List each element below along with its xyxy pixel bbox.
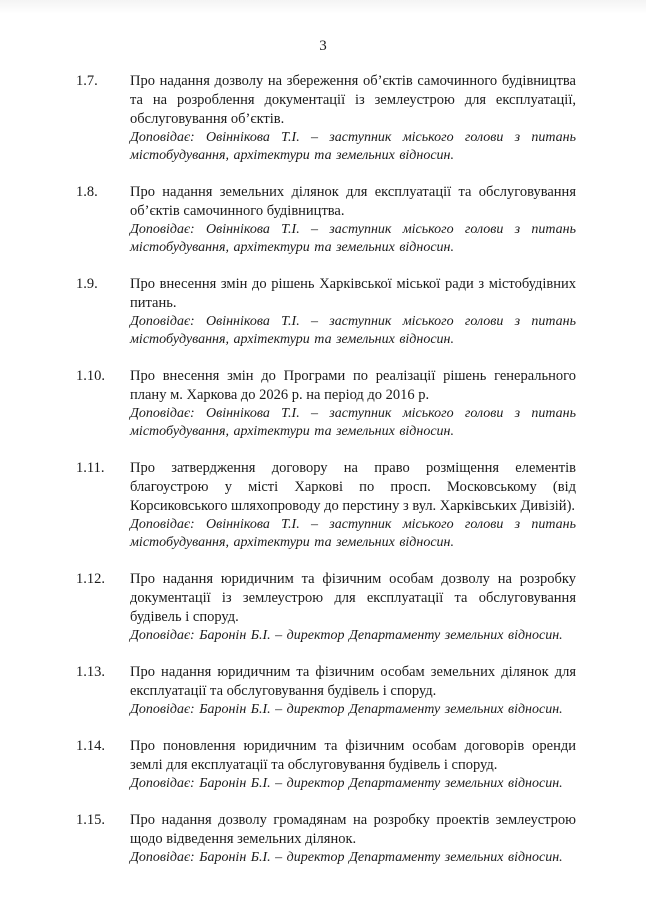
- agenda-list: [0, 72, 646, 885]
- item-speaker: Доповідає: Баронін Б.І. – директор Департаменту земельних відносин.: [130, 776, 563, 791]
- scan-edge: [0, 0, 646, 14]
- item-number: 1.10.: [76, 368, 105, 384]
- item-title: Про затвердження договору на право розміщення елементів благоустрою у місті Харкові по просп. Московському (від Корсиковського шляхопроводу до перстину з вул. Харківських Дивізій).: [130, 460, 576, 514]
- item-title: Про надання юридичним та фізичним особам земельних ділянок для експлуатації та обслуговування будівель і споруд.: [130, 664, 576, 699]
- agenda-item: [0, 811, 646, 867]
- item-speaker: Доповідає: Овіннікова Т.І. – заступник міського голови з питань містобудування, архітектури та земельних відносин.: [130, 406, 576, 439]
- item-number: 1.8.: [76, 184, 98, 200]
- agenda-item: [0, 367, 646, 441]
- page-number: 3: [319, 38, 327, 54]
- item-number: 1.14.: [76, 738, 105, 754]
- item-number: 1.9.: [76, 276, 98, 292]
- item-speaker: Доповідає: Овіннікова Т.І. – заступник міського голови з питань містобудування, архітектури та земельних відносин.: [130, 314, 576, 347]
- agenda-item: [0, 737, 646, 793]
- agenda-item: [0, 275, 646, 349]
- agenda-item: [0, 570, 646, 645]
- item-speaker: Доповідає: Овіннікова Т.І. – заступник міського голови з питань містобудування, архітектури та земельних відносин.: [130, 517, 576, 550]
- item-speaker: Доповідає: Баронін Б.І. – директор Департаменту земельних відносин.: [130, 702, 563, 717]
- item-title: Про поновлення юридичним та фізичним особам договорів оренди землі для експлуатації та обслуговування будівель і споруд.: [130, 738, 576, 773]
- item-number: 1.11.: [76, 460, 105, 476]
- item-speaker: Доповідає: Баронін Б.І. – директор Департаменту земельних відносин.: [130, 850, 563, 865]
- item-speaker: Доповідає: Баронін Б.І. – директор Департаменту земельних відносин.: [130, 628, 563, 643]
- item-title: Про внесення змін до Програми по реалізації рішень генерального плану м. Харкова до 2026 р. на період до 2016 р.: [130, 368, 576, 403]
- item-title: Про внесення змін до рішень Харківської міської ради з містобудівних питань.: [130, 276, 576, 311]
- agenda-item: [0, 72, 646, 165]
- agenda-item: [0, 183, 646, 257]
- item-title: Про надання юридичним та фізичним особам дозволу на розробку документації із землеустрою для експлуатації та обслуговування будівель і споруд.: [130, 571, 576, 625]
- item-speaker: Доповідає: Овіннікова Т.І. – заступник міського голови з питань містобудування, архітектури та земельних відносин.: [130, 222, 576, 255]
- item-number: 1.15.: [76, 812, 105, 828]
- item-speaker: Доповідає: Овіннікова Т.І. – заступник міського голови з питань містобудування, архітектури та земельних відносин.: [130, 130, 576, 163]
- item-number: 1.12.: [76, 571, 105, 587]
- agenda-item: [0, 459, 646, 552]
- item-title: Про надання дозволу громадянам на розробку проектів землеустрою щодо відведення земельних ділянок.: [130, 812, 576, 847]
- item-number: 1.7.: [76, 73, 98, 89]
- agenda-item: [0, 663, 646, 719]
- item-title: Про надання дозволу на збереження об’єктів самочинного будівництва та на розроблення документації із землеустрою для експлуатації, обслуговування об’єктів.: [130, 73, 576, 127]
- item-number: 1.13.: [76, 664, 105, 680]
- item-title: Про надання земельних ділянок для експлуатації та обслуговування об’єктів самочинного будівництва.: [130, 184, 576, 219]
